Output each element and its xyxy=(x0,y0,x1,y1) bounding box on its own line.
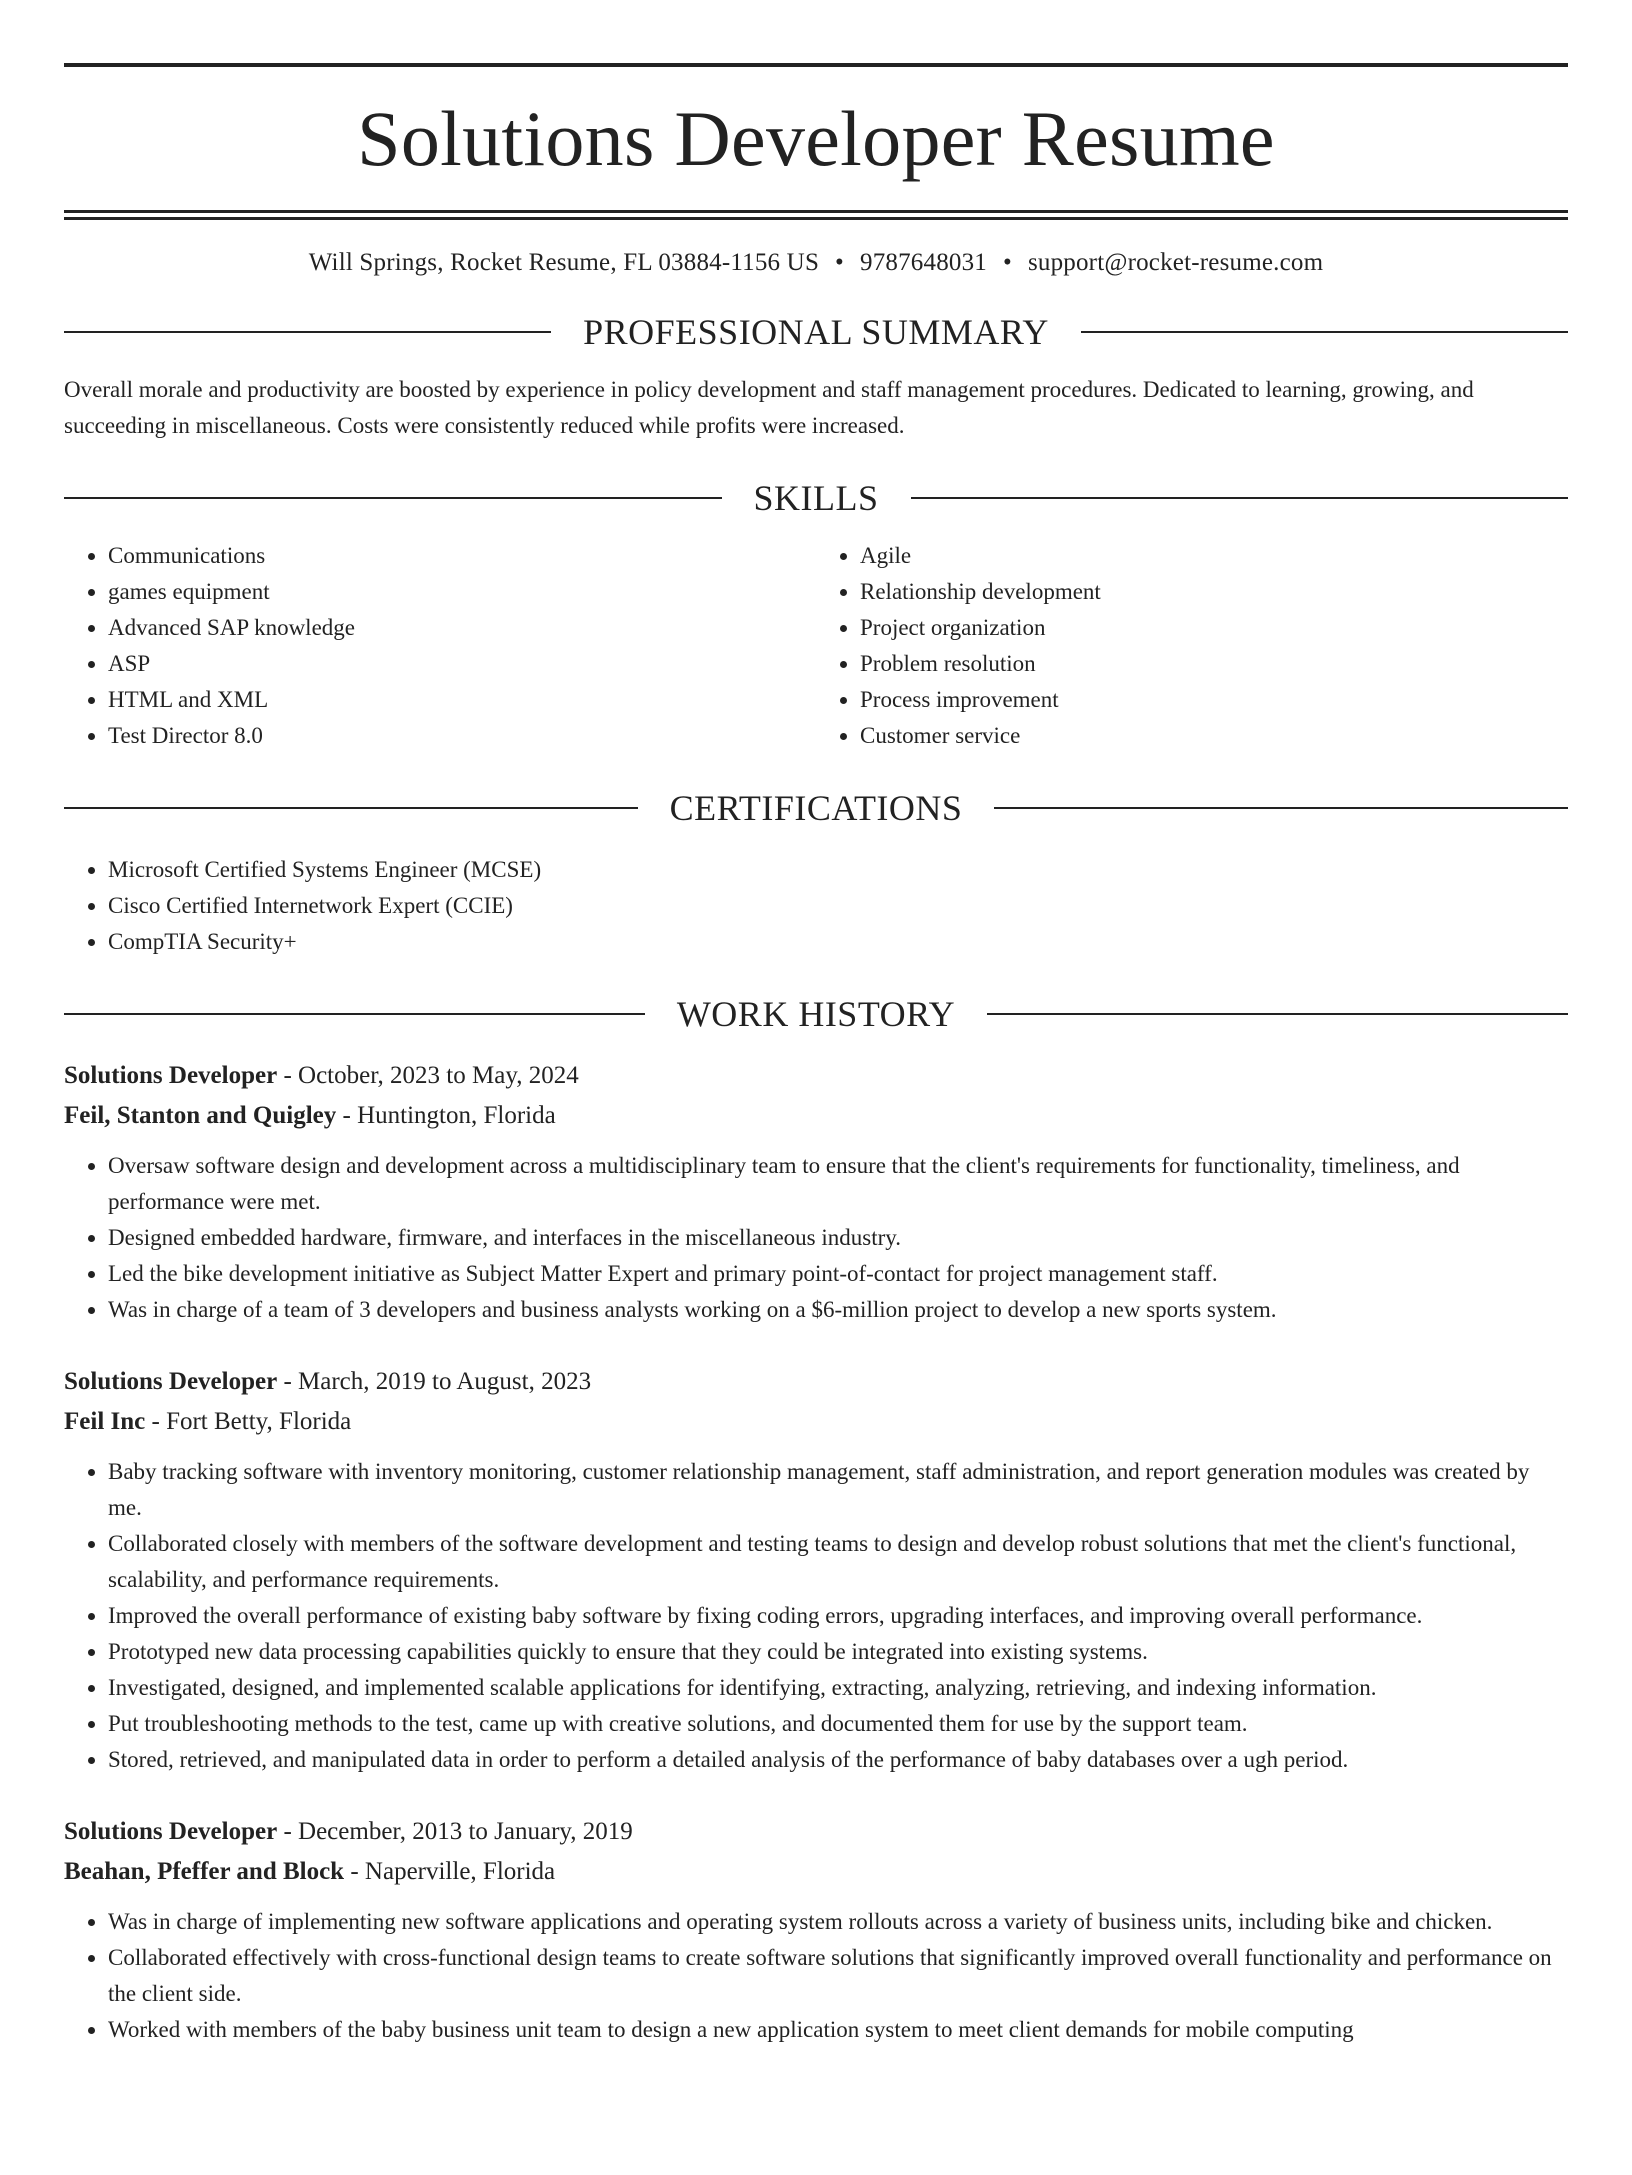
list-item: • Test Director 8.0 xyxy=(108,718,816,754)
job-entry xyxy=(64,1812,1568,2048)
list-item: • CompTIA Security+ xyxy=(108,924,1568,960)
contact-separator: • xyxy=(1003,249,1012,276)
job-title-line xyxy=(64,1362,1568,1402)
skills-column-right xyxy=(816,538,1568,754)
contact-separator: • xyxy=(835,249,844,276)
heading-rule xyxy=(64,1013,645,1015)
resume-page xyxy=(0,63,1632,2175)
job-dates: - October, 2023 to May, 2024 xyxy=(277,1062,579,1089)
list-item: • Microsoft Certified Systems Engineer (MCSE) xyxy=(108,852,1568,888)
job-title: Solutions Developer xyxy=(64,1368,278,1395)
list-item: • Stored, retrieved, and manipulated data in order to perform a detailed analysis of the performance of baby databases over a ugh period. xyxy=(108,1742,1568,1778)
summary-text: Overall morale and productivity are boosted by experience in policy development and staff management procedures. Dedicated to learning, growing, and succeeding in miscellaneous. Costs were consistently reduced while profits were increased. xyxy=(64,377,1474,438)
list-item: • Prototyped new data processing capabilities quickly to ensure that they could be integrated into existing systems. xyxy=(108,1634,1568,1670)
heading-rule xyxy=(64,807,638,809)
list-item: • games equipment xyxy=(108,574,816,610)
job-title-line xyxy=(64,1812,1568,1852)
list-item: • Investigated, designed, and implemented scalable applications for identifying, extracting, analyzing, retrieving, and indexing information. xyxy=(108,1670,1568,1706)
list-item: • Problem resolution xyxy=(860,646,1568,682)
title-double-rule xyxy=(64,210,1568,220)
certifications-block xyxy=(64,852,1568,960)
resume-title: Solutions Developer Resume xyxy=(357,95,1275,182)
job-title: Solutions Developer xyxy=(64,1818,278,1845)
section-heading-skills xyxy=(64,478,1568,518)
top-rule xyxy=(64,63,1568,67)
list-item: • Led the bike development initiative as Subject Matter Expert and primary point-of-contact for project management staff. xyxy=(108,1256,1568,1292)
job-company: Beahan, Pfeffer and Block xyxy=(64,1858,345,1885)
list-item: • Designed embedded hardware, firmware, and interfaces in the miscellaneous industry. xyxy=(108,1220,1568,1256)
section-heading-work-history xyxy=(64,994,1568,1034)
skills-right-list xyxy=(816,538,1568,754)
heading-rule xyxy=(994,807,1568,809)
job-bullets xyxy=(64,1454,1568,1778)
heading-rule xyxy=(911,497,1569,499)
section-heading-certifications xyxy=(64,788,1568,828)
contact-address: Will Springs, Rocket Resume, FL 03884-1156 US xyxy=(308,249,820,276)
list-item: • Advanced SAP knowledge xyxy=(108,610,816,646)
list-item: • Was in charge of a team of 3 developers and business analysts working on a $6-million project to develop a new sports system. xyxy=(108,1292,1568,1328)
heading-rule xyxy=(1081,331,1568,333)
skills-column-left xyxy=(64,538,816,754)
job-company: Feil, Stanton and Quigley xyxy=(64,1102,337,1129)
contact-phone: 9787648031 xyxy=(860,249,987,276)
heading-rule xyxy=(987,1013,1568,1015)
heading-rule xyxy=(64,331,551,333)
job-company: Feil Inc xyxy=(64,1408,146,1435)
skills-list xyxy=(64,538,1568,754)
section-title: CERTIFICATIONS xyxy=(669,788,963,828)
job-company-line xyxy=(64,1402,1568,1442)
list-item: • Oversaw software design and development across a multidisciplinary team to ensure that the client's requirements for functionality, timeliness, and performance were met. xyxy=(108,1148,1568,1220)
job-entry xyxy=(64,1056,1568,1328)
list-item: • Put troubleshooting methods to the test, came up with creative solutions, and documented them for use by the support team. xyxy=(108,1706,1568,1742)
list-item: • Was in charge of implementing new software applications and operating system rollouts across a variety of business units, including bike and chicken. xyxy=(108,1904,1568,1940)
section-title: SKILLS xyxy=(753,478,879,518)
job-location: - Naperville, Florida xyxy=(344,1858,556,1885)
list-item: • Communications xyxy=(108,538,816,574)
list-item: • Process improvement xyxy=(860,682,1568,718)
job-dates: - March, 2019 to August, 2023 xyxy=(277,1368,592,1395)
section-title: PROFESSIONAL SUMMARY xyxy=(583,312,1049,352)
heading-rule xyxy=(64,497,722,499)
list-item: • Baby tracking software with inventory monitoring, customer relationship management, staff administration, and report generation modules was created by me. xyxy=(108,1454,1568,1526)
list-item: • Collaborated closely with members of the software development and testing teams to design and develop robust solutions that met the client's functional, scalability, and performance requirements. xyxy=(108,1526,1568,1598)
contact-email[interactable]: support@rocket-resume.com xyxy=(1027,249,1324,276)
contact-line xyxy=(64,248,1568,278)
list-item: • Improved the overall performance of existing baby software by fixing coding errors, upgrading interfaces, and improving overall performance. xyxy=(108,1598,1568,1634)
job-bullets xyxy=(64,1904,1568,2048)
list-item: • Cisco Certified Internetwork Expert (CCIE) xyxy=(108,888,1568,924)
list-item: • Collaborated effectively with cross-functional design teams to create software solutions that significantly improved overall functionality and performance on the client side. xyxy=(108,1940,1568,2012)
job-company-line xyxy=(64,1096,1568,1136)
section-heading-summary xyxy=(64,312,1568,352)
list-item: • HTML and XML xyxy=(108,682,816,718)
job-company-line xyxy=(64,1852,1568,1892)
job-title: Solutions Developer xyxy=(64,1062,278,1089)
list-item: • Agile xyxy=(860,538,1568,574)
list-item: • Relationship development xyxy=(860,574,1568,610)
list-item: • Worked with members of the baby business unit team to design a new application system to meet client demands for mobile computing xyxy=(108,2012,1568,2048)
certifications-list xyxy=(64,852,1568,960)
job-location: - Fort Betty, Florida xyxy=(145,1408,352,1435)
job-title-line xyxy=(64,1056,1568,1096)
list-item: • ASP xyxy=(108,646,816,682)
skills-left-list xyxy=(64,538,816,754)
section-title: WORK HISTORY xyxy=(676,994,956,1034)
job-location: - Huntington, Florida xyxy=(336,1102,556,1129)
list-item: • Customer service xyxy=(860,718,1568,754)
job-bullets xyxy=(64,1148,1568,1328)
list-item: • Project organization xyxy=(860,610,1568,646)
job-entry xyxy=(64,1362,1568,1778)
job-dates: - December, 2013 to January, 2019 xyxy=(277,1818,633,1845)
